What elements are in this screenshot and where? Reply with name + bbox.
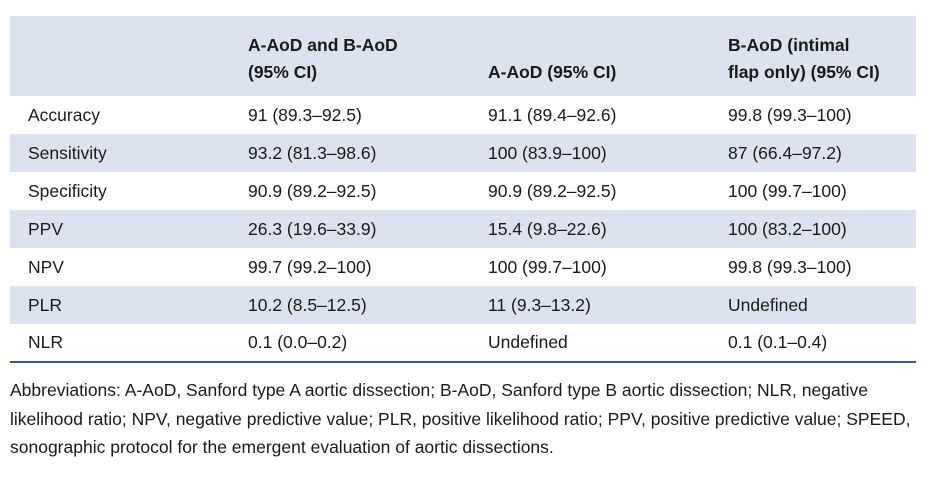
table-row [10,172,916,210]
header-line: A-AoD and B-AoD [248,35,398,55]
table-cell: Undefined [728,294,808,315]
table-cell: 100 (99.7–100) [728,180,847,201]
table-cell: 99.8 (99.3–100) [728,256,852,277]
header-cell-b-aod [710,16,916,96]
table-cell: 91 (89.3–92.5) [248,104,362,125]
row-label: PLR [28,294,63,315]
table-cell: 0.1 (0.1–0.4) [710,324,916,362]
table-cell: 90.9 (89.2–92.5) [248,180,377,201]
table-cell: 11 (9.3–13.2) [488,294,591,315]
table-row [10,286,916,324]
table-row [10,96,916,134]
row-label: NPV [28,256,64,277]
header-line: A-AoD (95% CI) [488,62,617,82]
results-table-container [10,16,916,363]
table-row [10,324,916,362]
table-body [10,96,916,362]
table-cell: 15.4 (9.8–22.6) [488,218,607,239]
table-header [10,16,916,96]
table-cell: 100 (99.7–100) [488,256,607,277]
table-cell: Undefined [470,324,710,362]
row-label: Sensitivity [28,142,107,163]
table-cell: 91.1 (89.4–92.6) [488,104,617,125]
row-label: PPV [28,218,64,239]
diagnostic-performance-table [10,16,916,363]
table-row [10,134,916,172]
row-label: Accuracy [28,104,100,125]
header-line: flap only) (95% CI) [728,62,880,82]
header-cell-metric [10,16,230,96]
table-cell: 100 (83.9–100) [488,142,607,163]
row-label: NLR [10,324,230,362]
header-cell-a-aod-and-b-aod [230,16,470,96]
table-row [10,210,916,248]
table-cell: 100 (83.2–100) [728,218,847,239]
table-footnote: Abbreviations: A-AoD, Sanford type A aortic dissection; B-AoD, Sanford type B aortic dissection; NLR, negative likelihood ratio; NPV, negative predictive value; PLR, positive likelihood ratio; PPV, positive predictive value; SPEED, sonographic protocol for the emergent evaluation of aortic dissections. [10,380,911,457]
table-cell: 93.2 (81.3–98.6) [248,142,377,163]
table-cell: 87 (66.4–97.2) [728,142,842,163]
header-line: B-AoD (intimal [728,35,850,55]
row-label: Specificity [28,180,107,201]
table-cell: 99.8 (99.3–100) [728,104,852,125]
table-cell: 10.2 (8.5–12.5) [248,294,367,315]
header-cell-a-aod [470,16,710,96]
table-cell: 99.7 (99.2–100) [248,256,372,277]
table-row [10,248,916,286]
table-cell: 0.1 (0.0–0.2) [230,324,470,362]
table-cell: 26.3 (19.6–33.9) [248,218,377,239]
table-cell: 90.9 (89.2–92.5) [488,180,617,201]
header-line: (95% CI) [248,62,318,82]
header-row [10,16,916,96]
